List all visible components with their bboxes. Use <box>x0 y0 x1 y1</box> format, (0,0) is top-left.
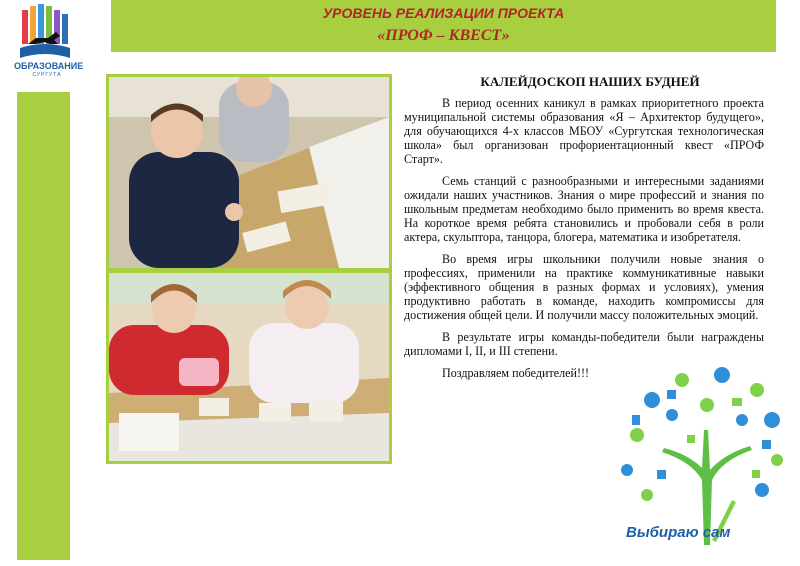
logo-line2: СУРГУТА <box>32 72 62 78</box>
article-paragraph: В результате игры команды-победители были награждены дипломами I, II, и III степени. <box>404 330 764 358</box>
slogan: Выбираю сам <box>626 524 731 541</box>
article-title: КАЛЕЙДОСКОП НАШИХ БУДНЕЙ <box>480 74 700 89</box>
article-paragraph: В период осенних каникул в рамках приоритетного проекта муниципальной системы образования «Я – Архитектор будущего», для обучающихся 4-х классов МБОУ «Сургутская технологическая школа» был организован профориентационный квест «ПРОФ Старт». <box>404 96 764 166</box>
article-paragraph: Во время игры школьники получили новые знания о профессиях, применили на практике коммуникативные навыки (эффективного общения в разных формах и условиях), умения продуктивно работать в команде, находить компромиссы для достижения общей цели. И получили массу положительных эмоций. <box>404 252 764 322</box>
header-subtitle: «ПРОФ – КВЕСТ» <box>377 27 510 44</box>
photo-girls-puzzle <box>109 273 389 461</box>
article-paragraph: Семь станций с разнообразными и интересными заданиями ожидали наших участников. Знания о мире профессий и знания по школьным предметам необходимо было применить во время квеста. На короткое время ребята становились и пробовали себя в роли актера, скульптора, танцора, блогера, математика и изобретателя. <box>404 174 764 244</box>
article-body <box>404 96 764 388</box>
left-accent-bar <box>17 92 70 560</box>
logo-caption <box>14 61 84 80</box>
knowledge-tree-illustration <box>612 360 792 550</box>
header-title: УРОВЕНЬ РЕАЛИЗАЦИИ ПРОЕКТА <box>322 5 565 21</box>
article-paragraph: Поздравляем победителей!!! <box>442 366 590 380</box>
photo-panel <box>106 74 392 464</box>
photo-boys-at-desk <box>109 77 389 268</box>
logo-line1: ОБРАЗОВАНИЕ <box>14 61 84 71</box>
